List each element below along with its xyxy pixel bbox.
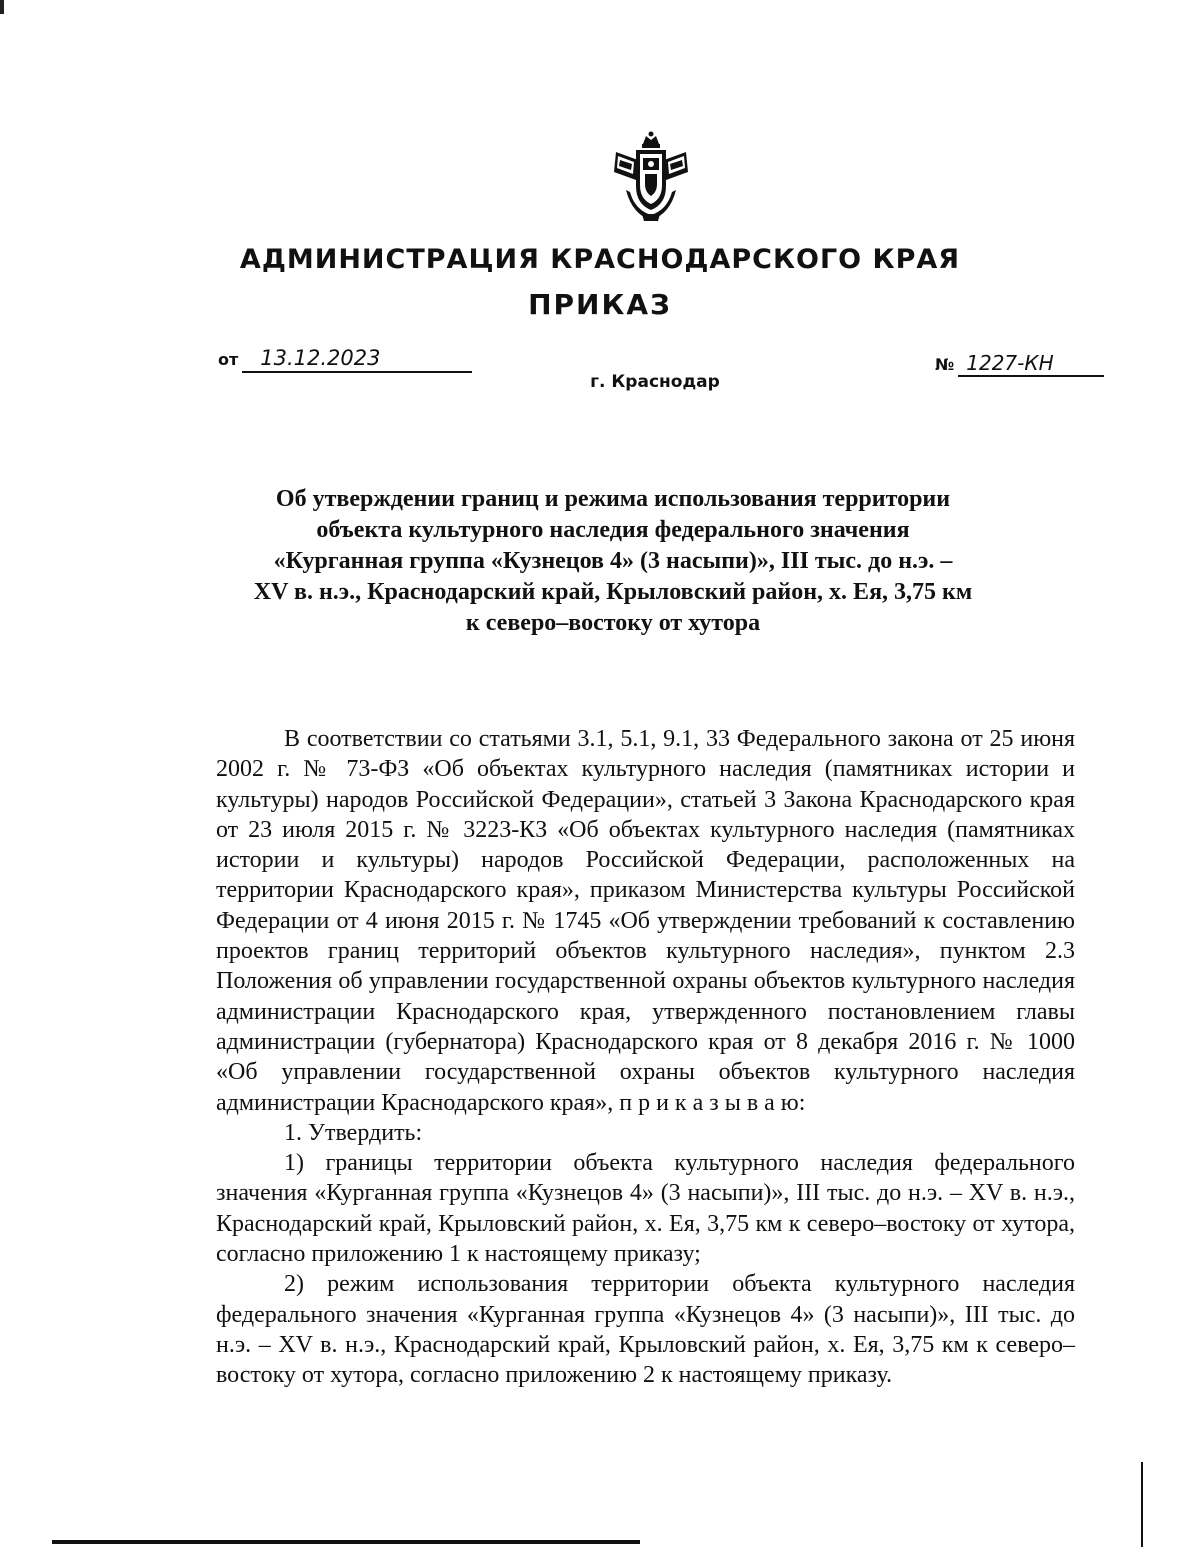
date-field bbox=[218, 345, 472, 373]
order-body bbox=[216, 724, 1075, 1391]
date-value: 13.12.2023 bbox=[242, 345, 472, 373]
document-type: ПРИКАЗ bbox=[528, 288, 672, 321]
order-title-line: «Курганная группа «Кузнецов 4» (3 насыпи)», III тыс. до н.э. – bbox=[273, 548, 953, 574]
order-title bbox=[190, 484, 1036, 639]
item-1: 1. Утвердить: bbox=[284, 1119, 423, 1146]
order-title-line: XV в. н.э., Краснодарский край, Крыловский район, х. Ея, 3,75 км bbox=[253, 579, 973, 605]
order-title-line: к северо–востоку от хутора bbox=[465, 610, 761, 636]
scan-bottom-line bbox=[52, 1540, 640, 1544]
date-prefix: от bbox=[218, 350, 239, 369]
city-name: г. Краснодар bbox=[590, 372, 720, 392]
item-1-2: 2) режим использования территории объекта культурного наследия федерального значения «Курганная группа «Кузнецов 4» (3 насыпи)», III тыс. до н.э. – XV в. н.э., Краснодарский край, Крыловский район, х. Ея, 3,75 км к северо–востоку от хутора, согласно приложению 2 к настоящему приказу. bbox=[216, 1271, 1075, 1389]
number-prefix: № bbox=[935, 355, 955, 374]
order-title-line: объекта культурного наследия федерального значения bbox=[316, 517, 910, 543]
scan-margin-line bbox=[1141, 1462, 1143, 1547]
preamble-paragraph: В соответствии со статьями 3.1, 5.1, 9.1, 33 Федерального закона от 25 июня 2002 г. № 73-ФЗ «Об объектах культурного наследия (памятниках истории и культуры) народов Российской Федерации», статьей 3 Закона Краснодарского края от 23 июля 2015 г. № 3223-КЗ «Об объектах культурного наследия (памятниках истории и культуры) народов Российской Федерации, расположенных на территории Краснодарского края», приказом Министерства культуры Российской Федерации от 4 июня 2015 г. № 1745 «Об утверждении требований к составлению проектов границ территорий объектов культурного наследия», пунктом 2.3 Положения об управлении государственной охраны объектов культурного наследия администрации Краснодарского края, утвержденного постановлением главы администрации (губернатора) Краснодарского края от 8 декабря 2016 г. № 1000 «Об управлении государственной охраны объектов культурного наследия администрации Краснодарского края», п р и к а з ы в а ю: bbox=[216, 726, 1075, 1116]
order-title-line: Об утверждении границ и режима использования территории bbox=[275, 486, 951, 512]
coat-of-arms-icon bbox=[612, 130, 690, 222]
number-value: 1227-КН bbox=[958, 351, 1104, 377]
scan-edge-mark bbox=[0, 0, 4, 14]
item-1-1: 1) границы территории объекта культурного наследия федерального значения «Курганная группа «Кузнецов 4» (3 насыпи)», III тыс. до н.э. – XV в. н.э., Краснодарский край, Крыловский район, х. Ея, 3,75 км к северо–востоку от хутора, согласно приложению 1 к настоящему приказу; bbox=[216, 1150, 1075, 1268]
organization-name: АДМИНИСТРАЦИЯ КРАСНОДАРСКОГО КРАЯ bbox=[239, 244, 961, 275]
